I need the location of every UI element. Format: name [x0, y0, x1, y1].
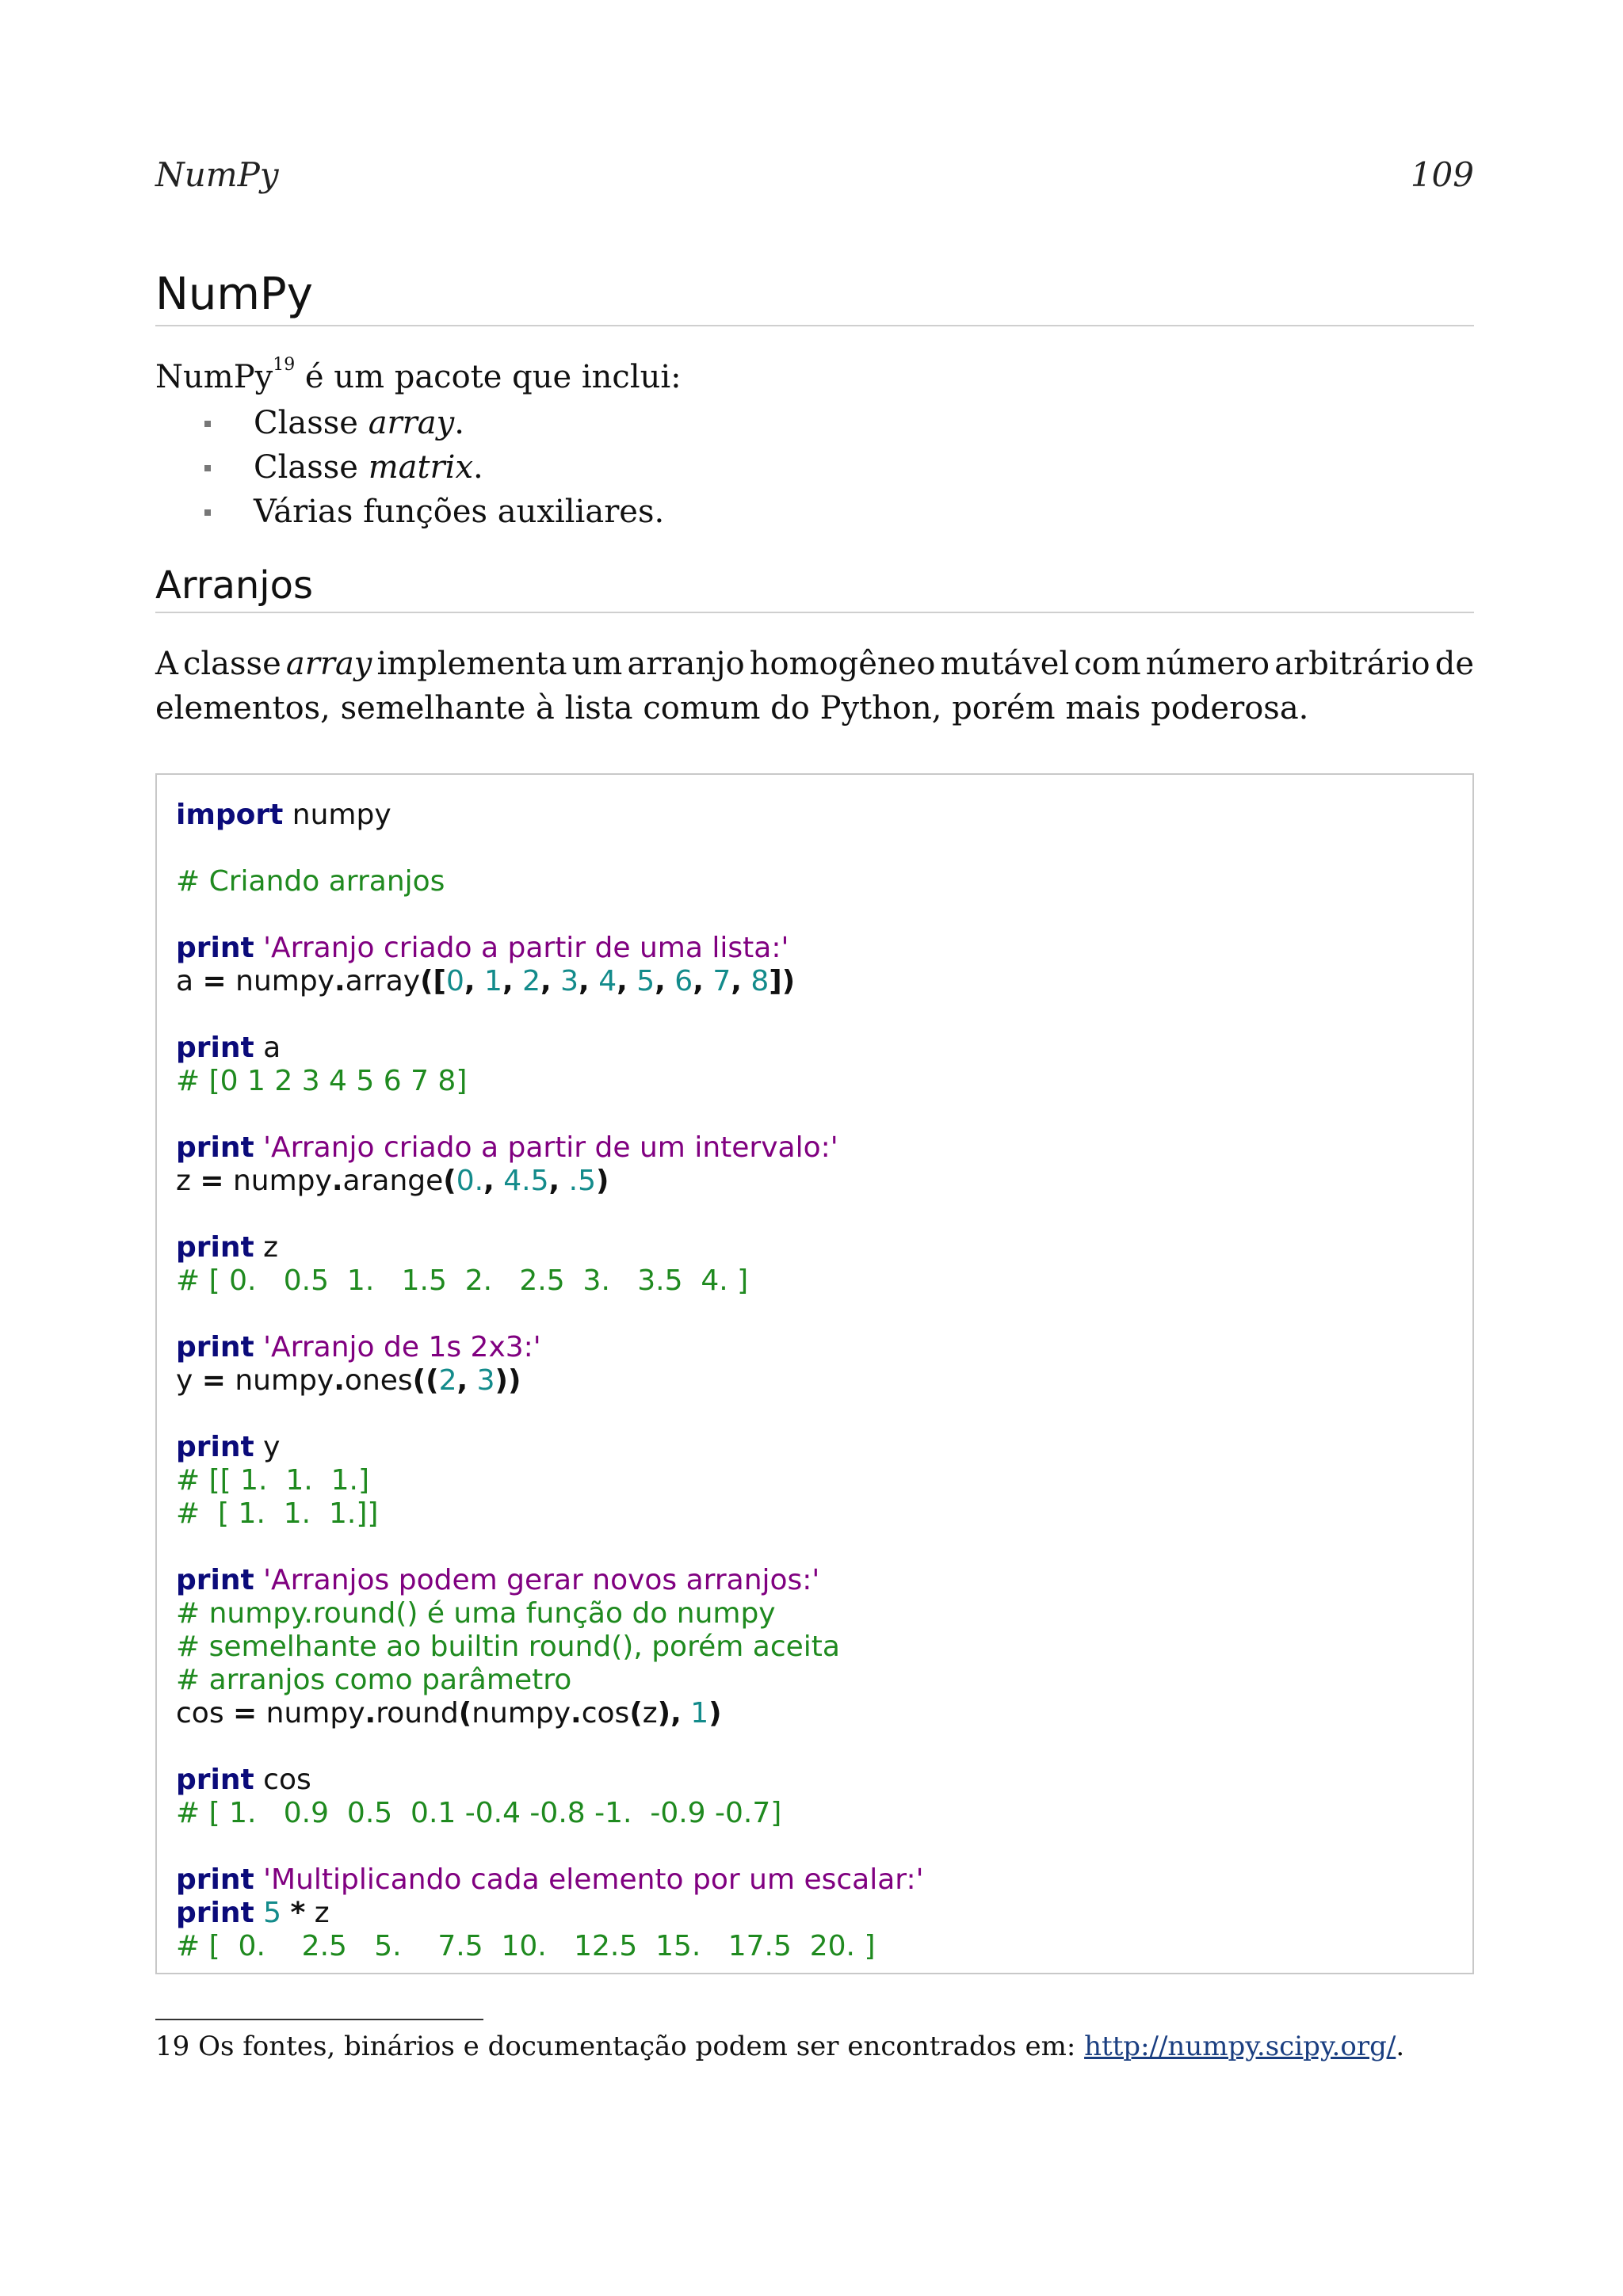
running-head [155, 155, 1474, 194]
code-token: . [334, 965, 346, 997]
code-token: numpy [283, 799, 391, 831]
code-token: cos [254, 1764, 311, 1796]
footnote-text: Os fontes, binários e documentação podem ser encontrados em: [198, 2031, 1085, 2062]
section-heading: NumPy [155, 266, 1474, 326]
code-token [254, 1897, 263, 1929]
code-token: = [201, 1364, 226, 1397]
code-token: = [233, 1697, 258, 1730]
code-block [155, 773, 1474, 1974]
code-line [176, 1797, 923, 1830]
code-token: # [ 1. 0.9 0.5 0.1 -0.4 -0.8 -1. -0.9 -0.7] [176, 1797, 782, 1829]
code-token: # [0 1 2 3 4 5 6 7 8] [176, 1065, 468, 1097]
code-line [176, 1364, 923, 1398]
footnote-divider [155, 2019, 483, 2020]
code-line [176, 832, 923, 865]
code-token: z [305, 1897, 330, 1929]
list-item [155, 445, 664, 490]
intro-text [155, 355, 682, 399]
code-token: , [655, 965, 666, 997]
paragraph-word: mutável [940, 646, 1070, 682]
code-token: 4.5 [503, 1165, 549, 1197]
footnote-end: . [1396, 2031, 1405, 2062]
code-token: 5 [263, 1897, 282, 1929]
code-line [176, 932, 923, 965]
code-token [514, 965, 522, 997]
code-token: ( [458, 1697, 472, 1730]
code-token [742, 965, 750, 997]
code-line [176, 1564, 923, 1597]
code-token: 'Multiplicando cada elemento por um escalar:' [263, 1863, 924, 1896]
code-token: a [176, 965, 203, 997]
footnote-ref[interactable]: 19 [273, 355, 296, 375]
code-line [176, 965, 923, 998]
code-token [475, 965, 484, 997]
list-item-end: . [473, 449, 483, 486]
code-token: , [693, 965, 704, 997]
code-token: . [365, 1697, 376, 1730]
code-token: 1 [484, 965, 502, 997]
code-token [468, 1364, 476, 1397]
code-token: , [617, 965, 628, 997]
intro-lead: NumPy [155, 359, 273, 395]
code-token: cos [176, 1697, 234, 1730]
code-token: 1 [690, 1697, 709, 1730]
code-token: ) [595, 1165, 609, 1197]
code-token: print [176, 1863, 254, 1896]
subsection-heading: Arranjos [155, 559, 1474, 613]
code-token: 7 [712, 965, 731, 997]
code-line [176, 898, 923, 932]
code-line [176, 1231, 923, 1264]
code-line [176, 1431, 923, 1464]
paragraph-word: A [155, 646, 178, 682]
code-token [495, 1165, 503, 1197]
paragraph-word: classe [182, 646, 281, 682]
footnote-number: 19 [155, 2031, 190, 2062]
list-item-text: Classe [254, 449, 369, 486]
code-token: print [176, 1897, 254, 1929]
code-token [254, 1863, 263, 1896]
code-line [176, 1298, 923, 1331]
code-token: # numpy.round() é uma função do numpy [176, 1597, 776, 1630]
code-token: # [ 1. 1. 1.]] [176, 1497, 379, 1530]
code-token: a [254, 1032, 281, 1064]
code-token: , [731, 965, 742, 997]
code-token: print [176, 1431, 254, 1463]
code-token: cos [581, 1697, 630, 1730]
code-token [254, 1564, 263, 1596]
code-token [281, 1897, 290, 1929]
code-token: ones [344, 1364, 413, 1397]
code-line [176, 1697, 923, 1730]
code-token: ( [629, 1697, 643, 1730]
paragraph-word: homogêneo [749, 646, 936, 682]
code-token: y [254, 1431, 281, 1463]
code-line [176, 1764, 923, 1797]
code-token: 2 [438, 1364, 457, 1397]
code-token [704, 965, 712, 997]
code-token: z [176, 1165, 200, 1197]
code-line [176, 1597, 923, 1630]
code-token: 8 [750, 965, 769, 997]
page-number: 109 [1410, 155, 1474, 194]
code-token [254, 1131, 263, 1164]
list-item-emphasis: array [368, 405, 455, 441]
code-token: print [176, 932, 254, 964]
code-line [176, 998, 923, 1032]
code-token: , [464, 965, 475, 997]
feature-list [155, 401, 664, 534]
code-token: 2 [522, 965, 540, 997]
code-token: arange [342, 1165, 444, 1197]
code-line [176, 1664, 923, 1697]
code-token: array [345, 965, 421, 997]
code-line [176, 1730, 923, 1764]
code-token: print [176, 1231, 254, 1264]
bullet-icon [204, 465, 211, 471]
code-line [176, 1331, 923, 1364]
code-token: 'Arranjo criado a partir de uma lista:' [263, 932, 789, 964]
code-token: print [176, 1032, 254, 1064]
paragraph-word: de [1434, 646, 1474, 682]
code-token: = [200, 1165, 224, 1197]
code-token: import [176, 799, 284, 831]
code-line [176, 1830, 923, 1863]
code-token: ]) [769, 965, 796, 997]
footnote-link[interactable]: http://numpy.scipy.org/ [1084, 2031, 1396, 2062]
code-token: . [334, 1364, 345, 1397]
code-line [176, 1264, 923, 1298]
code-line [176, 1897, 923, 1930]
code-token: )) [495, 1364, 521, 1397]
code-token: ([ [420, 965, 446, 997]
code-token: # [ 0. 0.5 1. 1.5 2. 2.5 3. 3.5 4. ] [176, 1264, 749, 1297]
code-token: 0. [456, 1165, 484, 1197]
paragraph-word: um [571, 646, 623, 682]
running-head-title: NumPy [155, 155, 279, 194]
code-listing [176, 799, 923, 1963]
code-token: 5 [636, 965, 655, 997]
code-token: print [176, 1564, 254, 1596]
code-token: # [ 0. 2.5 5. 7.5 10. 12.5 15. 17.5 20. ] [176, 1930, 876, 1962]
code-token: , [540, 965, 552, 997]
code-token: # arranjos como parâmetro [176, 1664, 572, 1696]
code-token: y [176, 1364, 202, 1397]
code-line [176, 1198, 923, 1231]
paragraph-line: elementos, semelhante à lista comum do Python, porém mais poderosa. [155, 690, 1309, 727]
list-item-end: . [454, 405, 464, 441]
code-line [176, 1032, 923, 1065]
code-token: ) [708, 1697, 722, 1730]
code-line [176, 1531, 923, 1564]
bullet-icon [204, 509, 211, 516]
code-line [176, 1065, 923, 1098]
paragraph-word: com [1074, 646, 1141, 682]
code-line [176, 1165, 923, 1198]
body-paragraph [155, 642, 1474, 730]
code-token: z [642, 1697, 658, 1730]
code-token [682, 1697, 690, 1730]
code-token: # semelhante ao builtin round(), porém aceita [176, 1630, 840, 1663]
code-token: print [176, 1764, 254, 1796]
code-token: = [202, 965, 227, 997]
code-line [176, 1464, 923, 1497]
code-line [176, 1398, 923, 1431]
code-token: 'Arranjos podem gerar novos arranjos:' [263, 1564, 820, 1596]
bullet-icon [204, 421, 211, 427]
code-token: z [254, 1231, 279, 1264]
code-token [254, 1331, 263, 1363]
code-token: 3 [476, 1364, 495, 1397]
code-token: 4 [598, 965, 617, 997]
code-token: 6 [674, 965, 693, 997]
list-item [155, 490, 664, 534]
code-token: , [456, 1364, 468, 1397]
code-token: # [[ 1. 1. 1.] [176, 1464, 370, 1497]
paragraph-word: arranjo [627, 646, 745, 682]
code-token: print [176, 1131, 254, 1164]
footnote [155, 2027, 1404, 2066]
code-token: 'Arranjo criado a partir de um intervalo:' [263, 1131, 838, 1164]
code-line [176, 799, 923, 832]
code-token: 'Arranjo de 1s 2x3:' [263, 1331, 541, 1363]
code-token: ( [443, 1165, 456, 1197]
code-token [552, 965, 560, 997]
paragraph-word: arbitrário [1274, 646, 1430, 682]
paragraph-word: número [1145, 646, 1270, 682]
code-token: , [502, 965, 514, 997]
code-token: . [571, 1697, 582, 1730]
paragraph-line [155, 642, 1474, 686]
paragraph-word: array [285, 646, 372, 682]
code-token: round [376, 1697, 459, 1730]
code-token: numpy [223, 1165, 332, 1197]
code-token [666, 965, 674, 997]
code-token: 0 [446, 965, 464, 997]
code-line [176, 1497, 923, 1531]
list-item [155, 401, 664, 445]
code-line [176, 865, 923, 898]
code-line [176, 1930, 923, 1963]
code-line [176, 1630, 923, 1664]
code-line [176, 1863, 923, 1897]
code-token: ), [657, 1697, 682, 1730]
code-line [176, 1131, 923, 1165]
code-token: (( [412, 1364, 439, 1397]
code-token: numpy [225, 1364, 334, 1397]
code-token: numpy [257, 1697, 365, 1730]
code-token: , [579, 965, 590, 997]
list-item-text: Classe [254, 405, 369, 441]
list-item-emphasis: matrix [368, 449, 474, 486]
paragraph-word: implementa [376, 646, 567, 682]
list-item-text: Várias funções auxiliares. [254, 494, 665, 530]
code-token: * [290, 1897, 306, 1929]
code-token: . [331, 1165, 343, 1197]
code-line [176, 1098, 923, 1131]
code-token [254, 932, 263, 964]
code-token: numpy [226, 965, 334, 997]
intro-rest: é um pacote que inclui: [295, 359, 682, 395]
code-token [628, 965, 636, 997]
code-token: numpy [472, 1697, 571, 1730]
code-token: 3 [560, 965, 579, 997]
code-token: .5 [568, 1165, 596, 1197]
code-token [590, 965, 598, 997]
code-token: print [176, 1331, 254, 1363]
code-token: , [483, 1165, 495, 1197]
code-token [559, 1165, 568, 1197]
code-token: # Criando arranjos [176, 865, 445, 898]
code-token: , [548, 1165, 560, 1197]
